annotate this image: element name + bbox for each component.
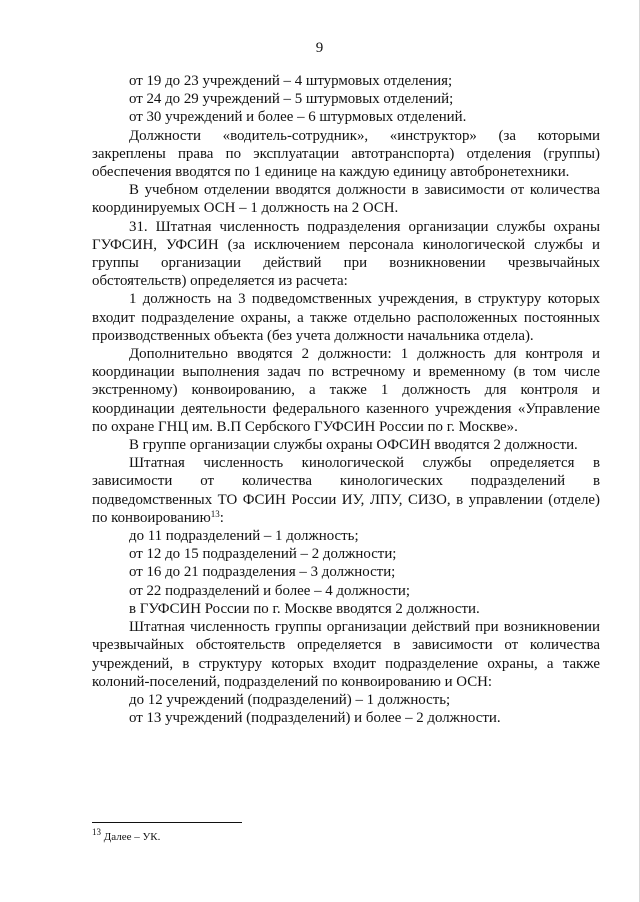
list-item: от 13 учреждений (подразделений) и более – 2 должности. (129, 710, 501, 727)
list-item: от 22 подразделений и более – 4 должности; (129, 582, 410, 599)
paragraph (92, 454, 600, 527)
paragraph: от 30 учреждений и более – 6 штурмовых отделений. (129, 109, 467, 126)
footnote-reference: 13 (210, 508, 220, 519)
paragraph-text: Штатная численность кинологической службы определяется в зависимости от количества кинологических подразделений в подведомственных ТО ФСИН России ИУ, ЛПУ, СИЗО, в управлении (отделе) по конвоированию (92, 455, 600, 526)
paragraph-text: : (219, 509, 224, 526)
paragraph: Дополнительно вводятся 2 должности: 1 должность для контроля и координации выполнения задач по встречному и временному (в том числе экстренному) конвоированию, а также 1 должность для контроля и координации деятельности федерального казенного учреждения «Управление по охране ГНЦ им. В.П Сербского ГУФСИН России по г. Москве». (92, 346, 600, 435)
paragraph: Штатная численность группы организации действий при возникновении чрезвычайных обстоятельств определяется в зависимости от количества учреждений, в структуру которых входит подразделение охраны, а также колоний-поселений, подразделений по конвоированию и ОСН: (92, 619, 600, 690)
body-text (92, 72, 600, 727)
footnote-separator (92, 822, 242, 823)
footnote-marker: 13 (92, 827, 101, 837)
list-item: до 11 подразделений – 1 должность; (129, 528, 359, 545)
paragraph: В учебном отделении вводятся должности в зависимости от количества координируемых ОСН – 1 должность на 2 ОСН. (92, 182, 600, 217)
paragraph: В группе организации службы охраны ОФСИН вводятся 2 должности. (129, 437, 578, 454)
list-item: до 12 учреждений (подразделений) – 1 должность; (129, 691, 451, 708)
footnote-text: Далее – УК. (101, 831, 161, 843)
paragraph: от 24 до 29 учреждений – 5 штурмовых отделений; (129, 91, 454, 108)
footnote (92, 827, 161, 844)
paragraph: от 19 до 23 учреждений – 4 штурмовых отделения; (129, 73, 453, 89)
paragraph: Должности «водитель-сотрудник», «инструктор» (за которыми закреплены права по эксплуатации автотранспорта) отделения (группы) обеспечения вводятся по 1 единице на каждую единицу автобронетехники. (92, 127, 600, 181)
list-item: в ГУФСИН России по г. Москве вводятся 2 должности. (129, 600, 480, 617)
paragraph: 31. Штатная численность подразделения организации службы охраны ГУФСИН, УФСИН (за исключением персонала кинологической службы и группы организации действий при возникновении чрезвычайных обстоятельств) определяется из расчета: (92, 218, 600, 290)
page-number: 9 (315, 40, 324, 56)
list-item: от 12 до 15 подразделений – 2 должности; (129, 546, 397, 563)
list-item: от 16 до 21 подразделения – 3 должности; (129, 564, 396, 581)
paragraph: 1 должность на 3 подведомственных учреждения, в структуру которых входит подразделение охраны, а также отдельно расположенных постоянных производственных объекта (без учета должности начальника отдела). (92, 291, 600, 344)
